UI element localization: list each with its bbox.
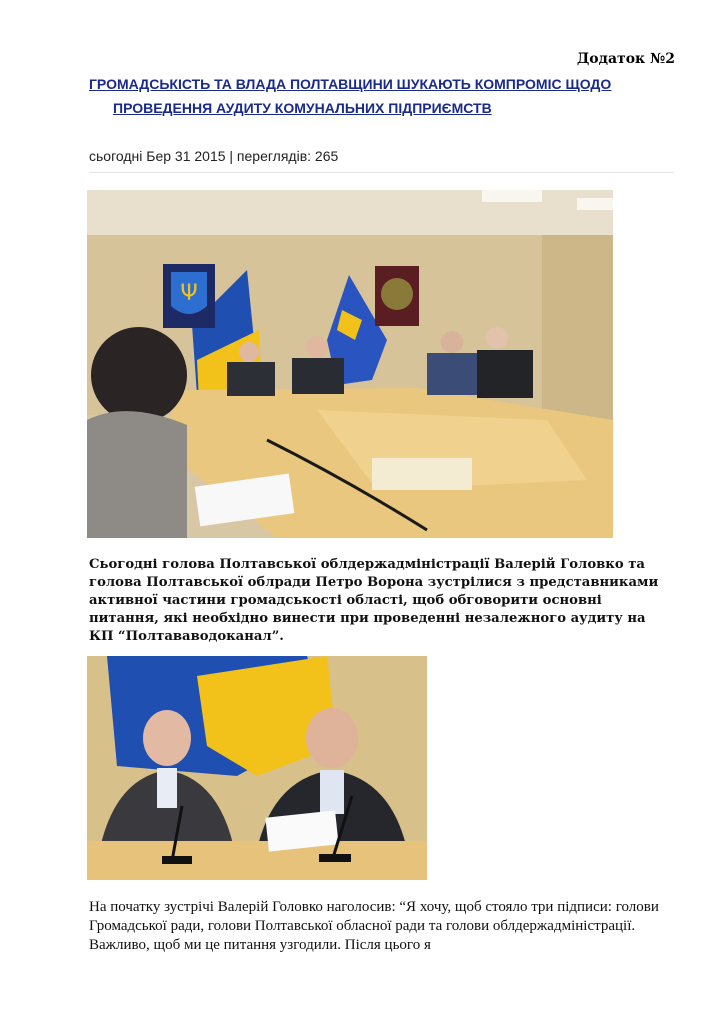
divider [89,172,674,173]
lead-paragraph: Сьогодні голова Полтавської облдержадміністрації Валерій Головко та голова Полтавської облради Петро Ворона зустрілися з представниками активної частини громадськості області, щоб обговорити основні питання, які необхідно винести при проведенні незалежного аудиту на КП “Полтававодоканал”. [89,557,659,644]
article-headline-link[interactable] [89,72,649,120]
officials-illustration [87,656,427,880]
article-meta: сьогодні Бер 31 2015 | переглядів: 265 [89,148,339,164]
meeting-room-photo [87,190,613,538]
headline-line-2: ПРОВЕДЕННЯ АУДИТУ КОМУНАЛЬНИХ ПІДПРИЄМСТВ [113,100,492,116]
officials-photo [87,656,427,880]
svg-text:Ψ: Ψ [180,281,198,306]
meeting-room-illustration [87,190,613,538]
headline-line-1: ГРОМАДСЬКІСТЬ ТА ВЛАДА ПОЛТАВЩИНИ ШУКАЮТЬ КОМПРОМІС ЩОДО [89,76,612,92]
body-paragraph: На початку зустрічі Валерій Головко наголосив: “Я хочу, щоб стояло три підписи: голови Громадської ради, голови Полтавської обласної ради та голови облдержадміністрації. Важливо, щоб ми це питання узгодили. Після цього я [89,899,659,953]
appendix-label: Додаток №2 [576,51,675,67]
